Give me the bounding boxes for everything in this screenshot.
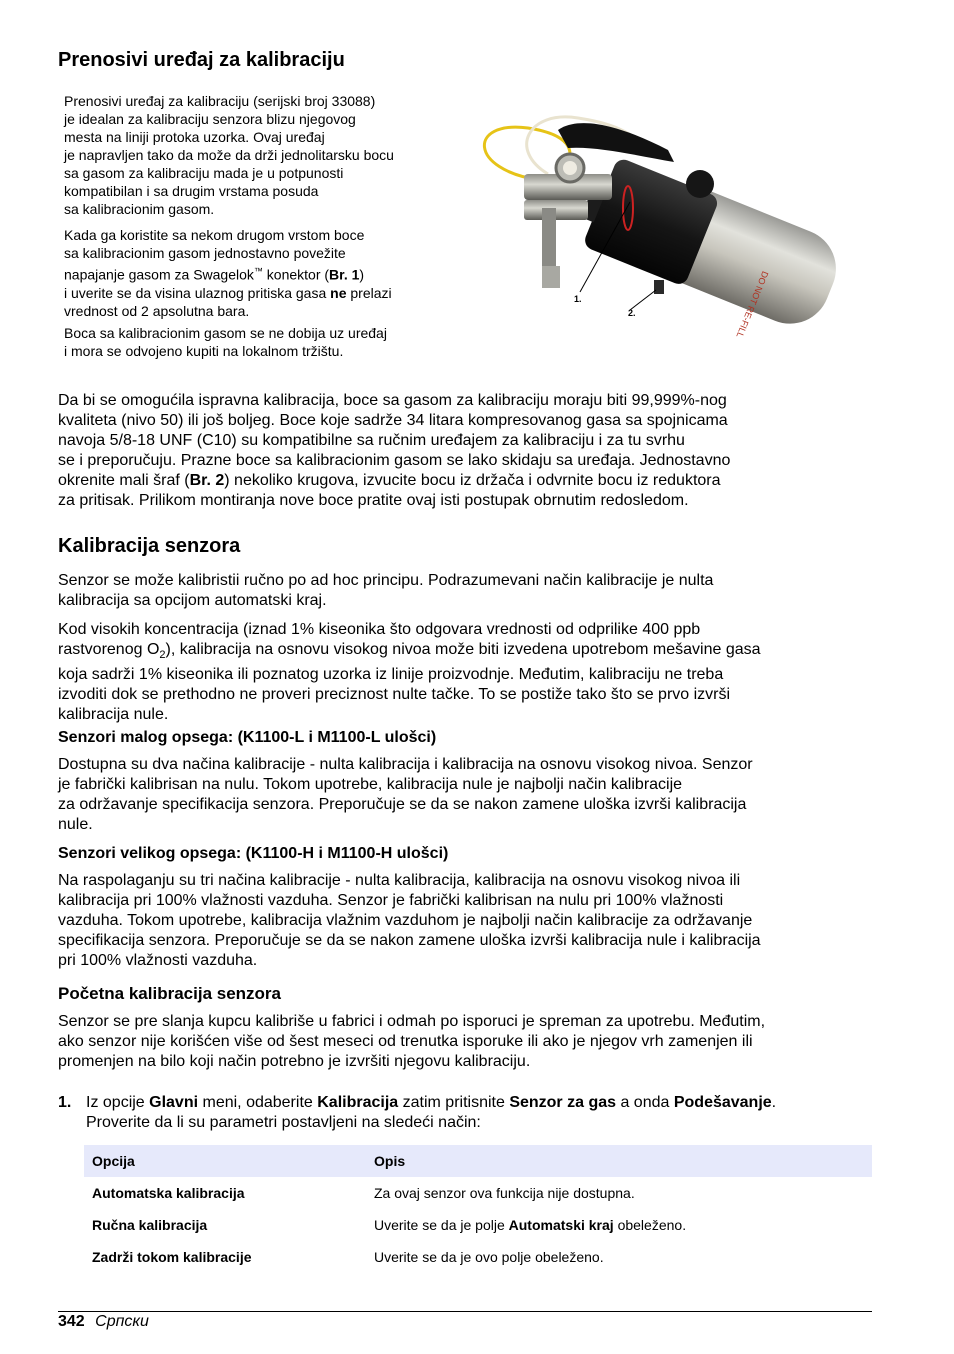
text-line: koja sadrži 1% kiseonika ili poznatog uzorka iz linije proizvodnje. Međutim, kalibraciju ne treba: [58, 666, 724, 684]
text-line: kalibracija nule.: [58, 706, 169, 724]
swagelok-paragraph: [64, 226, 392, 320]
table-cell-description: [366, 1209, 872, 1241]
text-line: i mora se odvojeno kupiti na lokalnom tržištu.: [64, 343, 344, 359]
figure-reference-2: Br. 2: [189, 472, 225, 489]
text-fragment: prelazi: [346, 284, 392, 301]
text-fragment: napajanje gasom za Swagelok: [64, 266, 254, 283]
text-fragment: zatim pritisnite: [398, 1094, 510, 1111]
callout-label-1: 1.: [574, 294, 582, 304]
text-line: se i preporučuju. Prazne boce sa kalibracionim gasom se lako skidaju sa uređaja. Jednostavno: [58, 452, 731, 469]
text-line: ako senzor nije korišćen više od šest meseci od trenutka isporuke ili ako je njegov vrh zamenjen ili: [58, 1033, 753, 1050]
text-line: [58, 471, 730, 491]
text-line: specifikacija senzora. Preporučuje se da se nakon zamene uloška izvrši kalibracija nule i kalibracija: [58, 932, 761, 949]
text-line: Da bi se omogućila ispravna kalibracija, boce sa gasom za kalibraciju moraju biti 99,999%-nog: [58, 392, 727, 409]
text-line: sa kalibracionim gasom jednostavno povežite: [64, 245, 346, 261]
section-title-portable-device: Prenosivi uređaj za kalibraciju: [58, 49, 345, 71]
figure-reference-1: Br. 1: [329, 266, 360, 283]
table-cell-option: Automatska kalibracija: [92, 1185, 245, 1201]
text-line: Boca sa kalibracionim gasom se ne dobija uz uređaj: [64, 325, 387, 341]
text-line: Senzor se pre slanja kupcu kalibriše u fabrici i odmah po isporuci je spreman za upotrebu. Međutim,: [58, 1013, 766, 1030]
trademark-symbol: ™: [253, 266, 263, 276]
table-cell-option: Zadrži tokom kalibracije: [92, 1249, 252, 1265]
subheading-low-range: Senzori malog opsega: (K1100-L i M1100-L ulošci): [58, 729, 437, 746]
text-fragment: Uverite se da je ovo polje obeleženo.: [374, 1249, 604, 1265]
intro-paragraph: [64, 92, 394, 218]
table-header-row: [84, 1145, 872, 1177]
text-fragment: ) nekoliko krugova, izvucite bocu iz držača i odvrnite bocu iz reduktora: [224, 472, 721, 489]
text-line: kalibracija sa opcijom automatski kraj.: [58, 592, 327, 609]
text-line: sa gasom za kalibraciju mada je u potpunosti: [64, 165, 344, 181]
page-number: 342: [58, 1313, 85, 1330]
initial-calibration-paragraph: [58, 1012, 765, 1072]
text-line: pri 100% vlažnosti vazduha.: [58, 952, 258, 969]
text-fragment: Uverite se da je polje: [374, 1217, 509, 1233]
text-line: je napravljen tako da može da drži jednolitarsku bocu: [64, 147, 394, 163]
text-line: izvoditi dok se prethodno ne proveri preciznost nulte tačke. To se postiže tako što se prvo izvrši: [58, 686, 731, 704]
text-line: Prenosivi uređaj za kalibraciju (serijski broj 33088): [64, 93, 376, 109]
table-header-description: Opis: [366, 1145, 872, 1177]
calibration-intro-paragraph: [58, 571, 713, 611]
step-1-number: 1.: [58, 1094, 72, 1111]
small-screw: [654, 280, 664, 294]
text-line: nule.: [58, 816, 93, 833]
text-fragment: ): [359, 266, 365, 283]
text-fragment: meni, odaberite: [198, 1094, 318, 1111]
text-fragment: a onda: [616, 1094, 674, 1111]
text-fragment: okrenite mali šraf (: [58, 472, 190, 489]
text-line: [64, 284, 392, 302]
high-concentration-paragraph: [58, 620, 761, 725]
text-line: za pritisak. Prilikom montiranja nove boce pratite ovaj isti postupak obrnutim redosledom.: [58, 492, 689, 509]
calibration-device-figure: [468, 110, 860, 340]
gas-quality-paragraph: [58, 391, 730, 511]
text-line: vrednost od 2 apsolutna bara.: [64, 302, 250, 319]
text-fragment: i uverite se da visina ulaznog pritiska gasa: [64, 284, 331, 301]
table-header-option: Opcija: [84, 1145, 366, 1177]
text-line: vazduha. Tokom upotrebe, kalibracija vlažnim vazduhom je najbolji način kalibracije za održavanje: [58, 912, 753, 929]
text-line: sa kalibracionim gasom.: [64, 201, 215, 217]
text-line: [64, 262, 392, 284]
text-line: mesta na liniji protoka uzorka. Ovaj uređaj: [64, 129, 325, 145]
text-line: navoja 5/8-18 UNF (C10) su kompatibilne sa ručnim uređajem za kalibraciju i za tu svrhu: [58, 432, 685, 449]
menu-name-gas-sensor: Senzor za gas: [509, 1094, 617, 1111]
table-row: [84, 1209, 872, 1241]
step-1-text: [86, 1093, 776, 1133]
footer-divider: [58, 1311, 872, 1312]
text-fragment: obeleženo.: [613, 1217, 687, 1233]
text-fragment: Iz opcije: [86, 1094, 150, 1111]
text-fragment: .: [771, 1094, 777, 1111]
text-line: kompatibilan i sa drugim vrstama posuda: [64, 183, 319, 199]
menu-name-setup: Podešavanje: [673, 1094, 772, 1111]
text-line: Na raspolaganju su tri načina kalibracije - nulta kalibracija, kalibracija na osnovu visokog nivoa ili: [58, 872, 741, 889]
text-line: kvaliteta (nivo 50) ili još boljeg. Boce koje sadrže 34 litara kompresovanog gasa sa spojnicama: [58, 412, 728, 429]
menu-name-main: Glavni: [149, 1094, 199, 1111]
callout-label-2: 2.: [628, 308, 636, 318]
text-line: Proverite da li su parametri postavljeni na sledeći način:: [86, 1114, 481, 1131]
table-cell-option: Ručna kalibracija: [92, 1217, 208, 1233]
section-title-sensor-calibration: Kalibracija senzora: [58, 535, 241, 557]
callout-line-2: [630, 290, 656, 310]
text-line: je idealan za kalibraciju senzora blizu njegovog: [64, 111, 356, 127]
emphasis: ne: [330, 284, 347, 301]
table-cell-description: [366, 1241, 872, 1273]
text-line: Dostupna su dva načina kalibracije - nulta kalibracija i kalibracija na osnovu visokog nivoa. Senzor: [58, 756, 753, 773]
text-line: Senzor se može kalibristii ručno po ad hoc principu. Podrazumevani način kalibracije je nulta: [58, 572, 714, 589]
low-range-paragraph: [58, 755, 753, 835]
text-line: promenjen na bilo koji način potrebno je izvršiti njegovu kalibraciju.: [58, 1053, 531, 1070]
high-range-paragraph: [58, 871, 761, 971]
text-line: za održavanje specifikacija senzora. Preporučuje se da se nakon zamene uloška izvrši kalibracija: [58, 796, 747, 813]
text-fragment: ), kalibracija na osnovu visokog nivoa može biti izvedena upotrebom mešavine gasa: [165, 641, 761, 658]
table-row: [84, 1177, 872, 1209]
text-line: Kod visokih koncentracija (iznad 1% kiseonika što odgovara vrednosti od odprilike 400 ppb: [58, 621, 701, 638]
bottle-label: DO NOT RE-FILL: [734, 269, 771, 340]
table-row: [84, 1241, 872, 1273]
table-cell-description: [366, 1177, 872, 1209]
footer-language: Српски: [95, 1313, 149, 1330]
text-fragment: konektor (: [262, 266, 330, 283]
text-line: Kada ga koristite sa nekom drugom vrstom boce: [64, 227, 365, 243]
text-line: je fabrički kalibrisan na nulu. Tokom upotrebe, kalibracija nule je najbolji način kalibracije: [58, 776, 683, 793]
text-fragment: Za ovaj senzor ova funkcija nije dostupna.: [374, 1185, 635, 1201]
bottle-note-paragraph: [64, 324, 387, 360]
subscript: 2: [159, 649, 166, 662]
text-line: [58, 640, 761, 665]
options-table: [84, 1145, 872, 1273]
text-bold: Automatski kraj: [508, 1217, 614, 1233]
subheading-initial-calibration: Početna kalibracija senzora: [58, 984, 281, 1003]
text-fragment: rastvorenog O: [58, 641, 160, 658]
text-line: kalibracija pri 100% vlažnosti vazduha. Senzor je fabrički kalibrisan na nulu pri 100% vlažnosti: [58, 892, 724, 909]
text-line: [86, 1093, 776, 1113]
footer: [58, 1312, 149, 1332]
subheading-high-range: Senzori velikog opsega: (K1100-H i M1100-H ulošci): [58, 845, 449, 862]
menu-name-calibration: Kalibracija: [317, 1094, 399, 1111]
knob: [686, 170, 714, 198]
